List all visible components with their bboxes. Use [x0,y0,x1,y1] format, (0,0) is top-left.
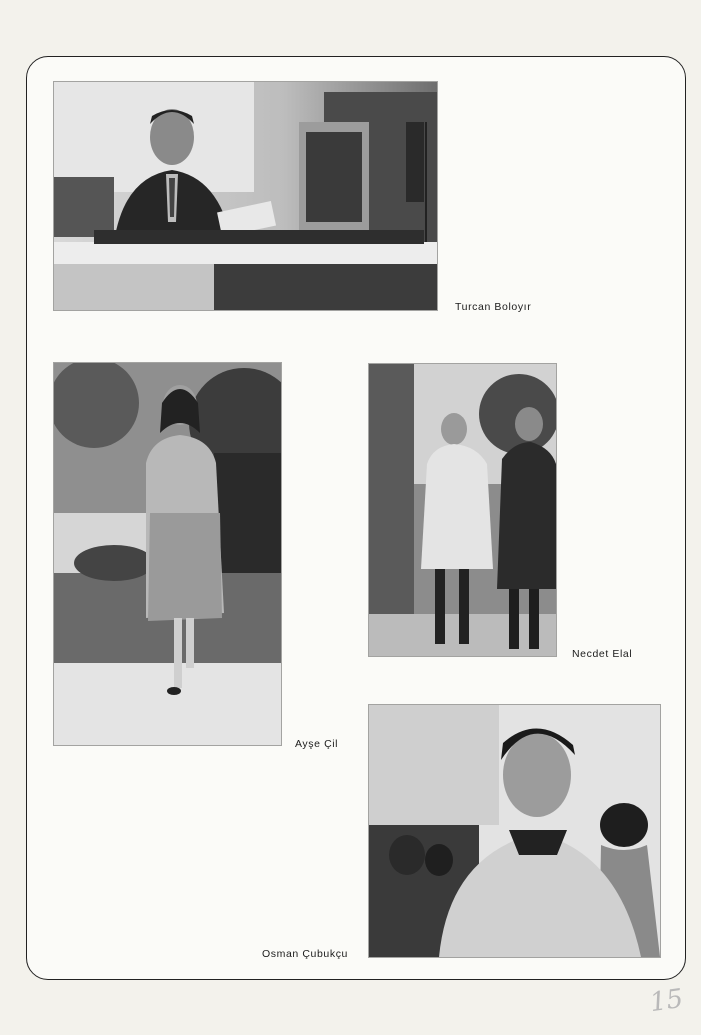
caption-photo1: Turcan Boloyır [455,301,532,313]
photo-man-in-coat [369,705,660,957]
caption-photo2: Ayşe Çil [295,738,339,750]
photo-two-men-in-coats [369,364,556,656]
photo-man-at-desk [54,82,437,310]
caption-photo3: Necdet Elal [572,648,633,660]
page-number: 15 [648,983,686,1019]
photo-woman-in-garden [54,363,281,745]
caption-photo4: Osman Çubukçu [262,948,349,960]
